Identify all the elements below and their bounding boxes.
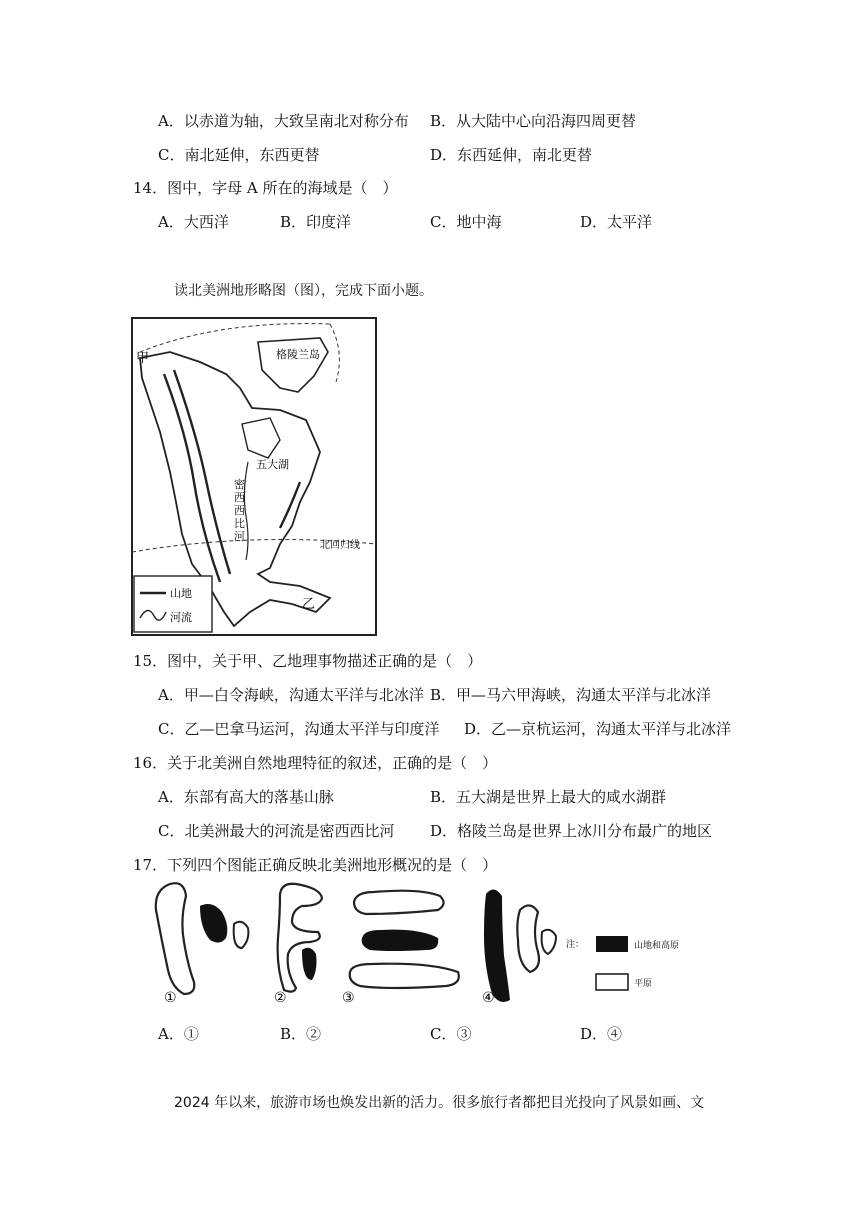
shapes-legend-mountain: 山地和高原: [634, 941, 680, 951]
q17-option-c: C．③: [430, 1025, 472, 1043]
terrain-shapes-figure: [150, 876, 720, 1010]
q14-option-b: B．印度洋: [280, 213, 352, 231]
q17-stem: 17．下列四个图能正确反映北美洲地形概况的是（ ）: [133, 856, 498, 874]
q13-option-a: A．以赤道为轴，大致呈南北对称分布: [158, 112, 409, 130]
map-label-tropic: 北回归线: [320, 540, 360, 551]
fig-label-1: ①: [164, 990, 177, 1006]
legend-river-label: 河流: [170, 611, 192, 624]
fig-label-4: ④: [482, 990, 495, 1006]
q13-option-c: C．南北延伸，东西更替: [158, 146, 320, 164]
shapes-legend-plain: 平原: [634, 979, 653, 989]
map-label-five-lakes: 五大湖: [256, 458, 289, 471]
q16-stem: 16．关于北美洲自然地理特征的叙述，正确的是（ ）: [133, 754, 498, 772]
q15-option-d: D．乙—京杭运河，沟通太平洋与北冰洋: [464, 720, 732, 738]
q16-option-b: B．五大湖是世界上最大的咸水湖群: [430, 788, 667, 806]
map-intro: 读北美洲地形略图（图），完成下面小题。: [174, 283, 433, 299]
q14-option-a: A．大西洋: [158, 213, 229, 231]
fig-label-3: ③: [342, 990, 355, 1006]
q16-option-c: C．北美洲最大的河流是密西西比河: [158, 822, 395, 840]
map-label-jia: 甲: [136, 351, 150, 366]
q17-option-a: A．①: [158, 1025, 199, 1043]
legend-mountain-swatch: [596, 936, 628, 952]
map-label-greenland: 格陵兰岛: [276, 348, 320, 361]
q13-option-d: D．东西延伸，南北更替: [430, 146, 593, 164]
q16-option-d: D．格陵兰岛是世界上冰川分布最广的地区: [430, 822, 713, 840]
north-america-map: [130, 312, 380, 638]
q15-option-c: C．乙—巴拿马运河，沟通太平洋与印度洋: [158, 720, 440, 738]
q17-option-b: B．②: [280, 1025, 322, 1043]
q17-option-d: D．④: [580, 1025, 623, 1043]
fig-label-2: ②: [274, 990, 287, 1006]
q14-option-c: C．地中海: [430, 213, 502, 231]
q16-option-a: A．东部有高大的落基山脉: [158, 788, 334, 806]
shapes-legend-title: 注：: [566, 940, 585, 950]
q14-stem: 14．图中，字母 A 所在的海域是（ ）: [133, 179, 398, 197]
q15-option-b: B．甲—马六甲海峡，沟通太平洋与北冰洋: [430, 686, 712, 704]
q14-option-d: D．太平洋: [580, 213, 653, 231]
legend-plain-swatch: [596, 974, 628, 990]
map-label-yi: 乙: [302, 597, 316, 612]
legend-mountain-label: 山地: [170, 587, 192, 600]
q13-option-b: B．从大陆中心向沿海四周更替: [430, 112, 637, 130]
q15-option-a: A．甲—白令海峡，沟通太平洋与北冰洋: [158, 686, 424, 704]
q15-stem: 15．图中，关于甲、乙地理事物描述正确的是（ ）: [133, 652, 483, 670]
next-passage-intro: 2024 年以来，旅游市场也焕发出新的活力。很多旅行者都把目光投向了风景如画、文: [174, 1095, 705, 1111]
map-label-mississippi: 密西西比河: [234, 478, 245, 543]
